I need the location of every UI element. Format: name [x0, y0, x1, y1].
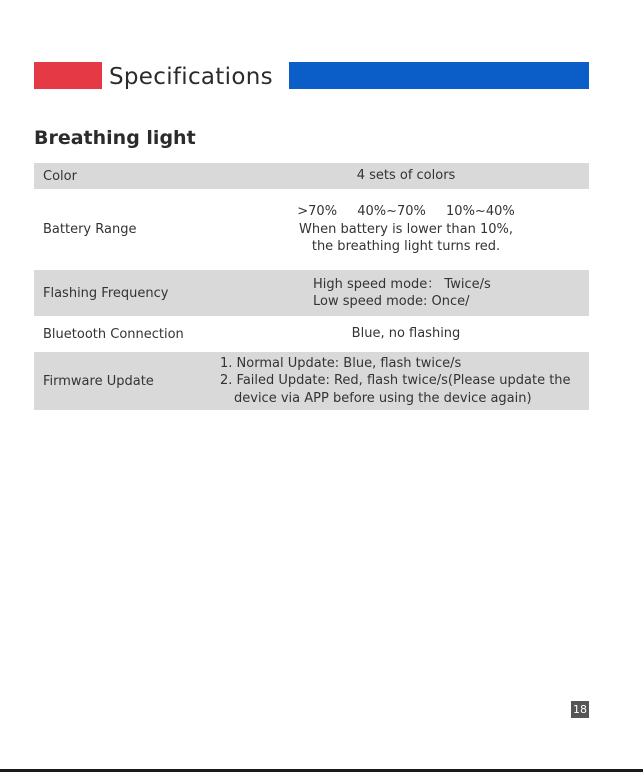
spec-label-bluetooth: Bluetooth Connection — [43, 326, 184, 342]
blue-accent-bar — [289, 62, 589, 89]
firmware-normal: 1. Normal Update: Blue, flash twice/s — [220, 355, 462, 371]
spec-label-flashing: Flashing Frequency — [43, 285, 169, 301]
firmware-failed-cont: device via APP before using the device again) — [234, 390, 532, 406]
battery-level-low: 10%~40% — [446, 204, 515, 220]
section-title: Breathing light — [34, 127, 196, 149]
firmware-failed: 2. Failed Update: Red, flash twice/s(Please update the — [220, 373, 571, 389]
page-title: Specifications — [109, 64, 273, 90]
spec-value-battery — [223, 203, 589, 256]
battery-level-mid: 40%~70% — [357, 204, 426, 220]
spec-value-firmware — [220, 355, 589, 408]
spec-label-battery: Battery Range — [43, 222, 137, 237]
spec-value-bluetooth: Blue, no flashing — [351, 326, 461, 342]
spec-label-color: Color — [43, 168, 77, 184]
spec-value-flashing — [223, 276, 589, 311]
battery-note-line1: When battery is lower than 10%, — [299, 221, 513, 237]
red-accent-bar — [34, 62, 102, 89]
spec-row-flashing — [34, 270, 589, 316]
flash-low-speed: Low speed mode: Once/ — [313, 294, 470, 309]
spec-table — [34, 163, 589, 410]
page-number: 18 — [573, 703, 587, 716]
spec-row-bluetooth — [34, 316, 589, 352]
flash-high-speed: High speed mode： Twice/s — [313, 276, 491, 292]
battery-levels — [223, 203, 589, 221]
spec-row-firmware — [34, 352, 589, 410]
spec-value-color: 4 sets of colors — [356, 168, 456, 184]
spec-row-color — [34, 163, 589, 189]
battery-level-high: >70% — [297, 204, 338, 220]
battery-note-line2: the breathing light turns red. — [311, 239, 501, 255]
spec-label-firmware: Firmware Update — [43, 373, 154, 389]
spec-row-battery — [34, 198, 589, 261]
